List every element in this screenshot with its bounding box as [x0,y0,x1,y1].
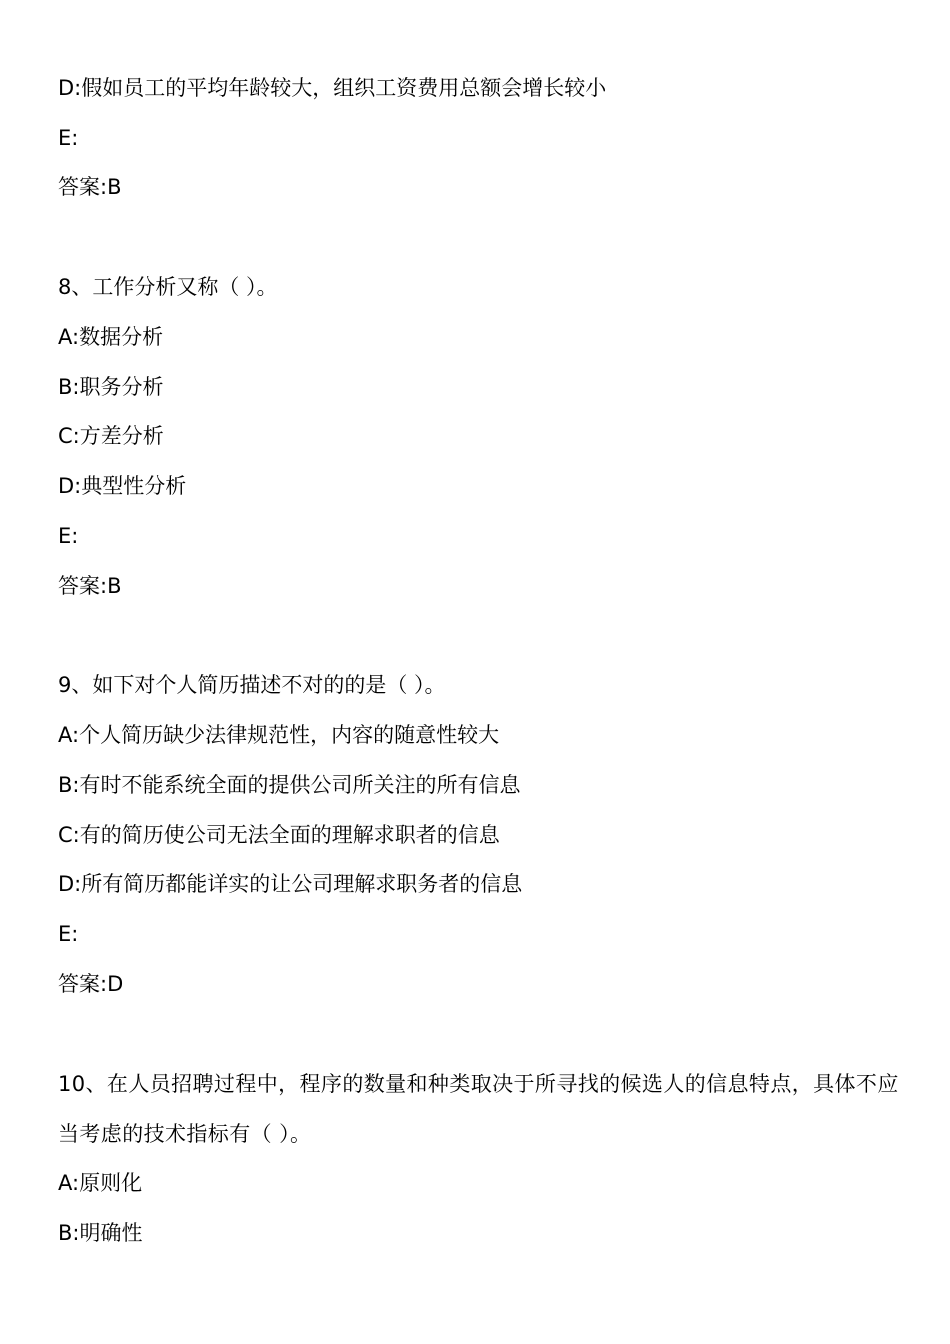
q8-option-a: A:数据分析 [58,325,164,349]
q8-stem: 8、工作分析又称（ ）。 [58,275,278,299]
q9-option-a: A:个人简历缺少法律规范性，内容的随意性较大 [58,723,500,747]
q9-answer: 答案:D [58,972,124,996]
q10-option-b: B:明确性 [58,1221,143,1245]
q9-option-d: D:所有简历都能详实的让公司理解求职务者的信息 [58,872,523,896]
q8-option-d: D:典型性分析 [58,474,187,498]
q8-option-e: E: [58,524,79,548]
q10-stem: 10、在人员招聘过程中，程序的数量和种类取决于所寻找的候选人的信息特点，具体不应当考虑的技术指标有（ ）。 [58,1072,899,1146]
q7-answer: 答案:B [58,175,122,199]
q9-stem: 9、如下对个人简历描述不对的的是（ ）。 [58,673,446,697]
q9-option-b: B:有时不能系统全面的提供公司所关注的所有信息 [58,773,521,797]
q8-option-b: B:职务分析 [58,375,164,399]
q7-option-d: D:假如员工的平均年龄较大，组织工资费用总额会增长较小 [58,76,607,100]
q10-option-a: A:原则化 [58,1171,143,1195]
q8-answer: 答案:B [58,574,122,598]
q7-option-e: E: [58,126,79,150]
q9-option-e: E: [58,922,79,946]
q8-option-c: C:方差分析 [58,424,164,448]
q9-option-c: C:有的简历使公司无法全面的理解求职者的信息 [58,823,500,847]
